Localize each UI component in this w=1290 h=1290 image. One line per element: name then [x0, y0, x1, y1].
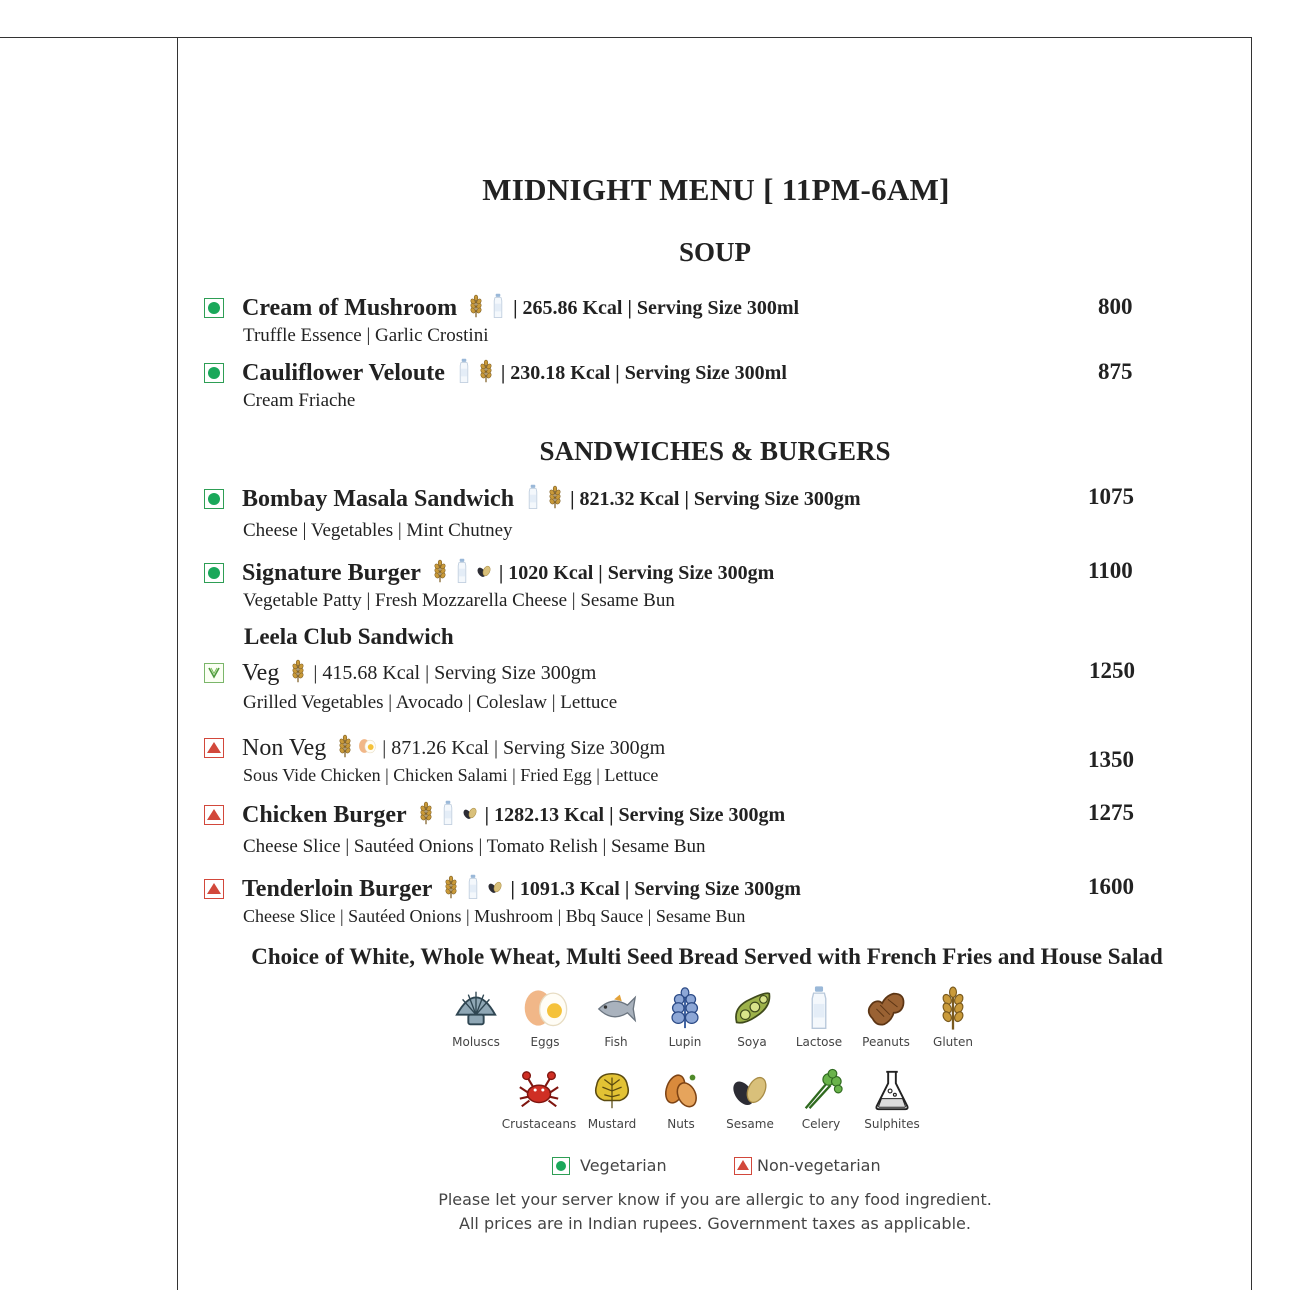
bread-choice-note: Choice of White, Whole Wheat, Multi Seed Bread Served with French Fries and House Salad: [251, 944, 1163, 969]
item-price: 1275: [1088, 800, 1134, 825]
menu-item: [204, 798, 1144, 858]
eggs-icon: [358, 733, 376, 764]
menu-item: [204, 556, 1144, 612]
item-name: Cream of Mushroom: [242, 294, 458, 321]
item-description: Grilled Vegetables | Avocado | Coleslaw | Lettuce: [243, 692, 618, 713]
item-meta: | 821.32 Kcal | Serving Size 300gm: [570, 487, 861, 510]
veg-mark-icon: [204, 563, 224, 583]
menu-title: MIDNIGHT MENU [ 11PM-6AM]: [482, 172, 950, 207]
item-description: Cheese Slice | Sautéed Onions | Tomato Relish | Sesame Bun: [243, 836, 706, 857]
veg-mark-icon: [204, 298, 224, 318]
item-meta: | 1282.13 Kcal | Serving Size 300gm: [484, 803, 786, 826]
allergen-moluscs: [436, 985, 516, 1049]
allergen-celery: [781, 1067, 861, 1131]
allergen-label: Crustaceans: [501, 1117, 577, 1131]
veg-mark-icon: [204, 489, 224, 509]
sesame-icon: [710, 1067, 790, 1113]
moluscs-icon: [436, 985, 516, 1031]
vegan-mark-icon: [204, 663, 224, 683]
crustaceans-icon: [499, 1067, 579, 1113]
allergen-fish: [576, 985, 656, 1049]
item-price: 1075: [1088, 484, 1134, 509]
item-meta: | 1020 Kcal | Serving Size 300gm: [498, 561, 775, 584]
gluten-icon: [417, 800, 435, 831]
nonveg-mark-icon: [204, 879, 224, 899]
allergen-label: Nuts: [667, 1117, 695, 1131]
item-description: Cheese | Vegetables | Mint Chutney: [243, 520, 513, 541]
gluten-icon: [442, 874, 460, 905]
allergen-label: Sulphites: [864, 1117, 920, 1131]
section-sandwiches: SANDWICHES & BURGERS: [539, 436, 891, 466]
nuts-icon: [641, 1067, 721, 1113]
allergen-gluten: [913, 985, 993, 1049]
item-meta: | 1091.3 Kcal | Serving Size 300gm: [510, 877, 801, 900]
nonveg-mark-icon: [734, 1157, 752, 1175]
item-description: Cheese Slice | Sautéed Onions | Mushroom | Bbq Sauce | Sesame Bun: [243, 906, 746, 926]
eggs-icon: [505, 985, 585, 1031]
allergen-label: Moluscs: [452, 1035, 500, 1049]
gluten-icon: [477, 358, 495, 389]
fish-icon: [576, 985, 656, 1031]
sulphites-icon: [852, 1067, 932, 1113]
allergen-label: Peanuts: [862, 1035, 910, 1049]
allergen-label: Gluten: [933, 1035, 973, 1049]
item-description: Vegetable Patty | Fresh Mozzarella Cheese | Sesame Bun: [243, 590, 675, 611]
allergen-label: Fish: [604, 1035, 628, 1049]
allergen-eggs: [505, 985, 585, 1049]
allergen-label: Sesame: [726, 1117, 774, 1131]
item-description: Sous Vide Chicken | Chicken Salami | Fried Egg | Lettuce: [243, 765, 659, 785]
allergen-label: Soya: [737, 1035, 767, 1049]
mustard-icon: [572, 1067, 652, 1113]
club-sandwich-heading: Leela Club Sandwich: [244, 624, 454, 649]
allergen-label: Lupin: [668, 1035, 702, 1049]
item-name: Veg: [242, 659, 280, 686]
gluten-icon: [431, 558, 449, 589]
lactose-icon: [453, 558, 471, 589]
lactose-icon: [464, 874, 482, 905]
menu-item: [204, 731, 1144, 786]
lactose-icon: [439, 800, 457, 831]
allergen-label: Mustard: [587, 1117, 637, 1131]
gluten-icon: [913, 985, 993, 1031]
menu-item: [204, 291, 1144, 347]
lactose-icon: [455, 358, 473, 389]
menu-item: [204, 482, 1144, 542]
margin-line: [177, 37, 178, 1290]
item-meta: | 415.68 Kcal | Serving Size 300gm: [313, 661, 597, 684]
item-meta: | 230.18 Kcal | Serving Size 300ml: [500, 361, 787, 384]
legend-nonveg-label: Non-vegetarian: [757, 1156, 881, 1175]
item-price: 1100: [1088, 558, 1133, 583]
gluten-icon: [336, 733, 354, 764]
celery-icon: [781, 1067, 861, 1113]
section-soup: SOUP: [678, 237, 751, 267]
item-name: Chicken Burger: [242, 801, 407, 828]
lactose-icon: [524, 484, 542, 515]
item-price: 1350: [1088, 747, 1134, 772]
veg-mark-icon: [204, 363, 224, 383]
gluten-icon: [546, 484, 564, 515]
sesame-icon: [486, 874, 504, 905]
allergen-sesame: [710, 1067, 790, 1131]
nonveg-mark-icon: [204, 805, 224, 825]
item-name: Signature Burger: [242, 559, 421, 586]
allergy-note: Please let your server know if you are allergic to any food ingredient.: [438, 1190, 992, 1209]
legend-veg: [552, 1156, 667, 1175]
nonveg-mark-icon: [204, 738, 224, 758]
legend-veg-label: Vegetarian: [580, 1156, 667, 1175]
allergen-sulphites: [852, 1067, 932, 1131]
menu-item: [204, 656, 1144, 714]
allergen-label: Eggs: [530, 1035, 560, 1049]
item-name: Non Veg: [242, 734, 327, 761]
item-name: Bombay Masala Sandwich: [242, 485, 515, 512]
item-price: 1250: [1089, 658, 1135, 683]
legend-nonveg: [734, 1156, 881, 1175]
allergen-nuts: [641, 1067, 721, 1131]
allergen-label: Celery: [801, 1117, 841, 1131]
allergen-mustard: [572, 1067, 652, 1131]
item-name: Cauliflower Veloute: [242, 359, 445, 386]
price-note: All prices are in Indian rupees. Government taxes as applicable.: [459, 1214, 971, 1233]
lactose-icon: [489, 293, 507, 324]
item-meta: | 265.86 Kcal | Serving Size 300ml: [513, 296, 800, 319]
sesame-icon: [475, 558, 493, 589]
item-description: Cream Friache: [243, 390, 356, 411]
item-price: 800: [1098, 294, 1133, 319]
menu-item: [204, 356, 1144, 412]
item-price: 875: [1098, 359, 1133, 384]
item-price: 1600: [1088, 874, 1134, 899]
allergen-crustaceans: [499, 1067, 579, 1131]
sesame-icon: [461, 800, 479, 831]
item-name: Tenderloin Burger: [242, 875, 433, 902]
veg-mark-icon: [552, 1157, 570, 1175]
item-description: Truffle Essence | Garlic Crostini: [243, 325, 489, 346]
menu-item: [204, 872, 1144, 927]
allergen-label: Lactose: [795, 1035, 843, 1049]
gluten-icon: [467, 293, 485, 324]
gluten-icon: [289, 658, 307, 689]
item-meta: | 871.26 Kcal | Serving Size 300gm: [382, 736, 666, 759]
